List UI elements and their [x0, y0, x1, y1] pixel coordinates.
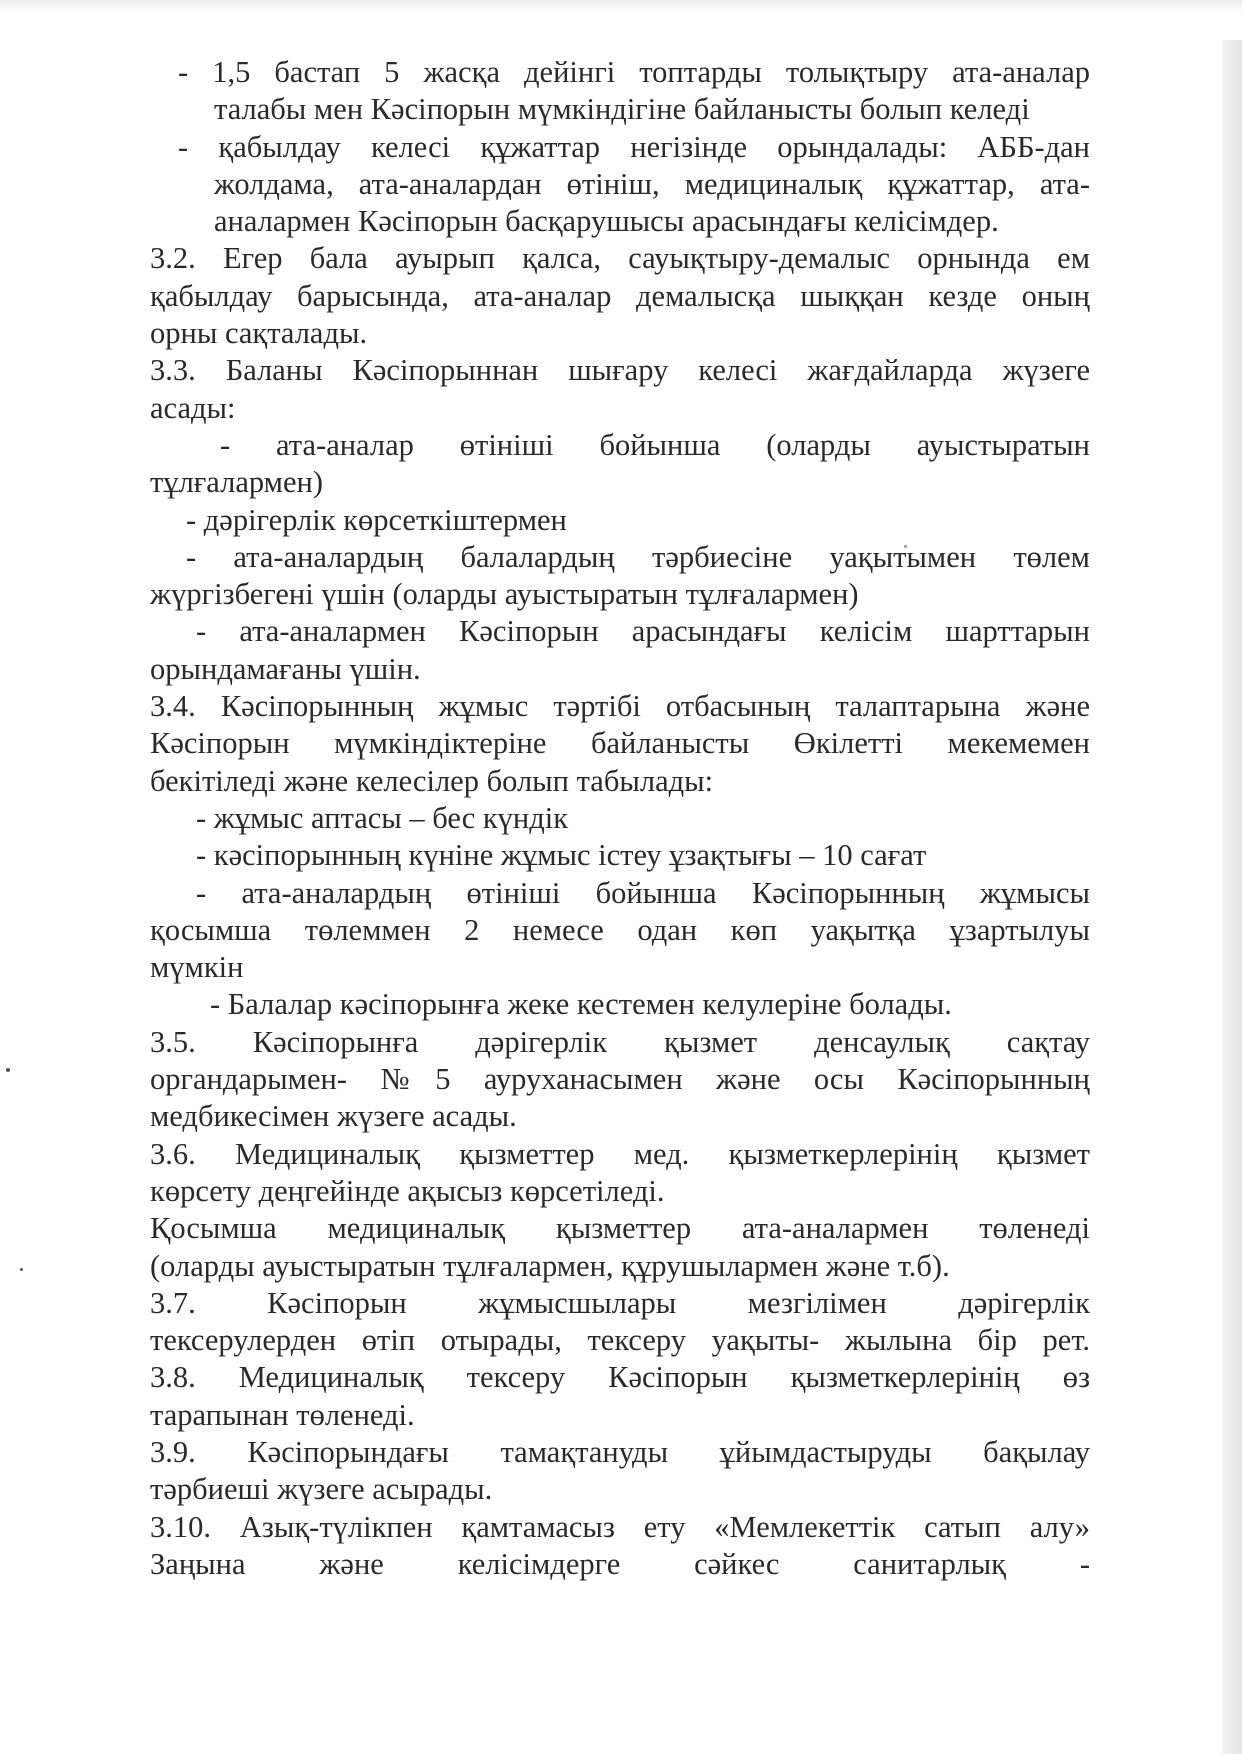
text-line: тұлғалармен) — [150, 465, 323, 500]
scan-speck — [20, 1268, 23, 1271]
text-line: 3.9. Кәсіпорындағы тамақтануды ұйымдастыруды бақылау — [150, 1434, 1090, 1469]
text-line: 3.5. Кәсіпорынға дәрігерлік қызмет денсаулық сақтау — [150, 1024, 1090, 1059]
text-line: Кәсіпорын мүмкіндіктеріне байланысты Өкілетті мекемемен — [150, 726, 1090, 761]
text-line: тарапынан төленеді. — [150, 1397, 415, 1432]
text-line: - ата-аналармен Кәсіпорын арасындағы келісім шарттарын — [196, 614, 1090, 649]
document-page — [150, 54, 1090, 1583]
text-line: медбикесімен жүзеге асады. — [150, 1099, 517, 1134]
text-line: 3.10. Азық-түлікпен қамтамасыз ету «Мемлекеттік сатып алу» — [150, 1509, 1090, 1544]
text-line: 3.2. Егер бала ауырып қалса, сауықтыру-демалыс орнында ем — [150, 241, 1090, 276]
text-line: орны сақталады. — [150, 316, 368, 351]
text-line: (оларды ауыстыратын тұлғалармен, құрушылармен және т.б). — [150, 1248, 950, 1283]
text-line: Қосымша медициналық қызметтер ата-аналармен төленеді — [150, 1211, 1090, 1246]
text-line: талабы мен Кәсіпорын мүмкіндігіне байланысты болып келеді — [214, 92, 1030, 127]
text-line: органдарымен- №5 ауруханасымен және осы Кәсіпорынның — [150, 1062, 1090, 1097]
text-line: - кәсіпорынның күніне жұмыс істеу ұзақтығы – 10 сағат — [196, 838, 927, 873]
text-line: 3.8. Медициналық тексеру Кәсіпорын қызметкерлерінің өз — [150, 1360, 1090, 1395]
scan-right-edge — [1222, 40, 1242, 1754]
text-line: асады: — [150, 390, 236, 425]
text-line: 3.4. Кәсіпорынның жұмыс тәртібі отбасының талаптарына және — [150, 689, 1090, 724]
text-line: - ата-аналардың балалардың тәрбиесіне уақытымен төлем — [186, 539, 1090, 574]
text-line: 3.6. Медициналық қызметтер мед. қызметкерлерінің қызмет — [150, 1136, 1090, 1171]
text-line: орындамағаны үшін. — [150, 651, 421, 686]
text-line: бекітіледі және келесілер болып табылады: — [150, 763, 714, 798]
text-line: қабылдау барысында, ата-аналар демалысқа шыққан кезде оның — [150, 278, 1090, 313]
text-line: аналармен Кәсіпорын басқарушысы арасындағы келісімдер. — [214, 204, 999, 239]
scan-top-edge — [0, 0, 1242, 14]
scan-speck — [6, 1068, 10, 1072]
text-line: жолдама, ата-аналардан өтініш, медициналық құжаттар, ата- — [214, 166, 1090, 201]
text-line: Заңына және келісімдерге сәйкес санитарлық - — [150, 1546, 1090, 1581]
text-line: тәрбиеші жүзеге асырады. — [150, 1472, 493, 1507]
text-line: - ата-аналардың өтініші бойынша Кәсіпорынның жұмысы — [196, 875, 1090, 910]
text-line: 3.3. Баланы Кәсіпорыннан шығару келесі жағдайларда жүзеге — [150, 353, 1090, 388]
text-line: тексерулерден өтіп отырады, тексеру уақыты- жылына бір рет. — [150, 1323, 1090, 1358]
text-line: - дәрігерлік көрсеткіштермен — [186, 502, 567, 537]
text-line: жүргізбегені үшін (оларды ауыстыратын тұлғалармен) — [150, 577, 859, 612]
text-line: - 1,5 бастап 5 жасқа дейінгі топтарды толықтыру ата-аналар — [178, 55, 1090, 89]
text-line: көрсету деңгейінде ақысыз көрсетіледі. — [150, 1173, 665, 1208]
text-line: мүмкін — [150, 950, 244, 985]
text-line: қосымша төлеммен 2 немесе одан көп уақытқа ұзартылуы — [150, 912, 1090, 947]
text-line: - қабылдау келесі құжаттар негізінде орындалады: АББ-дан — [178, 129, 1090, 164]
text-line: - ата-аналар өтініші бойынша (оларды ауыстыратын — [220, 427, 1090, 462]
text-line: 3.7. Кәсіпорын жұмысшылары мезгілімен дәрігерлік — [150, 1285, 1090, 1320]
text-line: - жұмыс аптасы – бес күндік — [196, 800, 569, 835]
text-line: - Балалар кәсіпорынға жеке кестемен келулеріне болады. — [210, 987, 952, 1022]
